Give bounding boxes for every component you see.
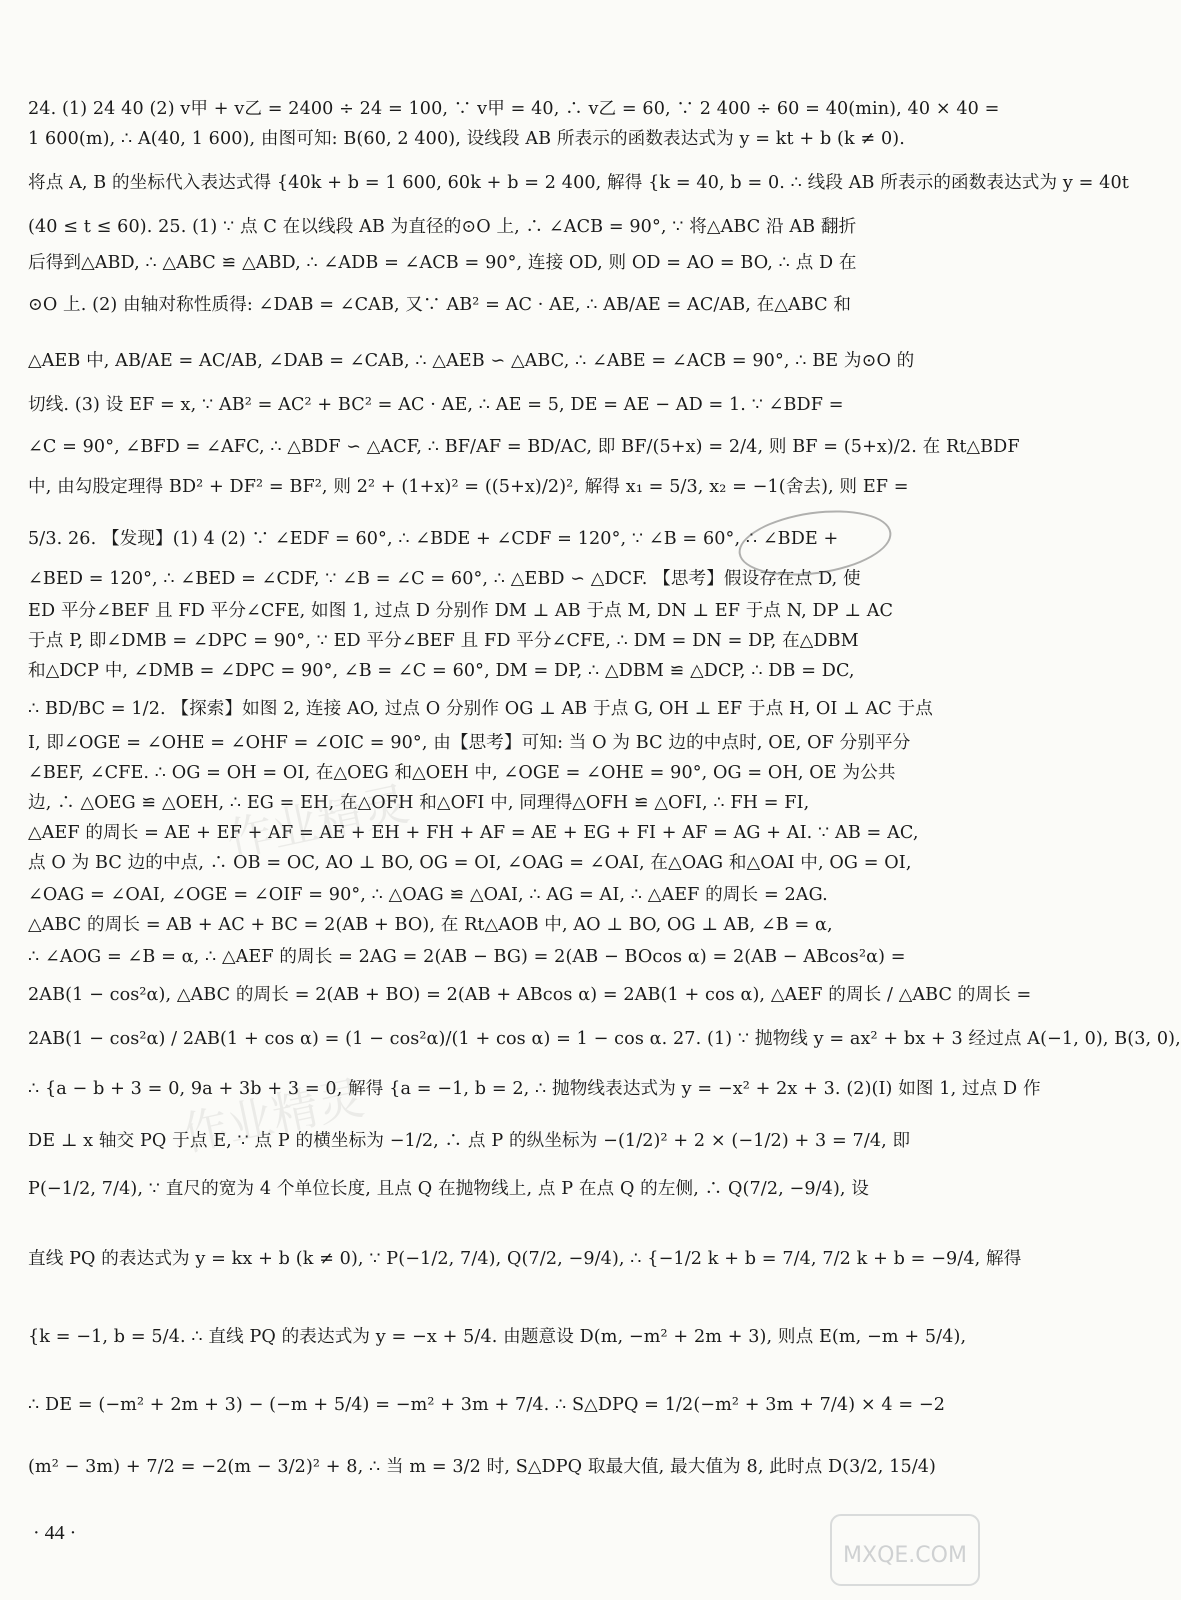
- text-line: ∠BEF, ∠CFE. ∴ OG = OH = OI, 在△OEG 和△OEH 中, ∠OGE = ∠OHE = 90°, OG = OH, OE 为公共: [28, 763, 896, 783]
- text-line: ∠OAG = ∠OAI, ∠OGE = ∠OIF = 90°, ∴ △OAG ≌ △OAI, ∴ AG = AI, ∴ △AEF 的周长 = 2AG.: [28, 885, 828, 905]
- text-line: ∴ ∠AOG = ∠B = α, ∴ △AEF 的周长 = 2AG = 2(AB − BG) = 2(AB − BOcos α) = 2(AB − ABcos²α) =: [28, 947, 906, 967]
- text-line: 直线 PQ 的表达式为 y = kx + b (k ≠ 0), ∵ P(−1/2, 7/4), Q(7/2, −9/4), ∴ {−1/2 k + b = 7/4, 7/2 k + b = −9/4, 解得: [28, 1249, 1022, 1269]
- text-line: (40 ≤ t ≤ 60). 25. (1) ∵ 点 C 在以线段 AB 为直径的⊙O 上, ∴ ∠ACB = 90°, ∵ 将△ABC 沿 AB 翻折: [28, 217, 857, 237]
- text-line: 2AB(1 − cos²α), △ABC 的周长 = 2(AB + BO) = 2(AB + ABcos α) = 2AB(1 + cos α), △AEF 的周长 / △ABC 的周长 =: [28, 985, 1032, 1005]
- text-line: 1 600(m), ∴ A(40, 1 600), 由图可知: B(60, 2 400), 设线段 AB 所表示的函数表达式为 y = kt + b (k ≠ 0).: [28, 129, 905, 149]
- text-line: 点 O 为 BC 边的中点, ∴ OB = OC, AO ⊥ BO, OG = OI, ∠OAG = ∠OAI, 在△OAG 和△OAI 中, OG = OI,: [28, 853, 912, 873]
- text-line: ∴ DE = (−m² + 2m + 3) − (−m + 5/4) = −m² + 3m + 7/4. ∴ S△DPQ = 1/2(−m² + 3m + 7/4) × 4 = −2: [28, 1395, 946, 1415]
- text-line: ∠BED = 120°, ∴ ∠BED = ∠CDF, ∵ ∠B = ∠C = 60°, ∴ △EBD ∽ △DCF. 【思考】假设存在点 D, 使: [28, 569, 861, 589]
- text-line: 中, 由勾股定理得 BD² + DF² = BF², 则 2² + (1+x)² = ((5+x)/2)², 解得 x₁ = 5/3, x₂ = −1(舍去), 则 EF =: [28, 477, 909, 497]
- text-line: △AEF 的周长 = AE + EF + AF = AE + EH + FH + AF = AE + EG + FI + AF = AG + AI. ∵ AB = AC,: [28, 823, 919, 843]
- text-line: △ABC 的周长 = AB + AC + BC = 2(AB + BO), 在 Rt△AOB 中, AO ⊥ BO, OG ⊥ AB, ∠B = α,: [28, 915, 833, 935]
- text-line: {k = −1, b = 5/4. ∴ 直线 PQ 的表达式为 y = −x + 5/4. 由题意设 D(m, −m² + 2m + 3), 则点 E(m, −m + 5/4),: [28, 1327, 967, 1347]
- text-line: ⊙O 上. (2) 由轴对称性质得: ∠DAB = ∠CAB, 又∵ AB² = AC · AE, ∴ AB/AE = AC/AB, 在△ABC 和: [28, 295, 852, 315]
- text-line: DE ⊥ x 轴交 PQ 于点 E, ∵ 点 P 的横坐标为 −1/2, ∴ 点 P 的纵坐标为 −(1/2)² + 2 × (−1/2) + 3 = 7/4, 即: [28, 1131, 911, 1151]
- text-line: 2AB(1 − cos²α) / 2AB(1 + cos α) = (1 − cos²α)/(1 + cos α) = 1 − cos α. 27. (1) ∵ 抛物线 y = ax² + bx + 3 经过点 A(−1, 0), B(3, 0),: [28, 1029, 1181, 1049]
- corner-watermark-logo: [830, 1514, 980, 1586]
- text-line: 切线. (3) 设 EF = x, ∵ AB² = AC² + BC² = AC · AE, ∴ AE = 5, DE = AE − AD = 1. ∵ ∠BDF =: [28, 395, 844, 415]
- text-line: △AEB 中, AB/AE = AC/AB, ∠DAB = ∠CAB, ∴ △AEB ∽ △ABC, ∴ ∠ABE = ∠ACB = 90°, ∴ BE 为⊙O 的: [28, 351, 915, 371]
- watermark: 作业精灵: [177, 1070, 369, 1162]
- text-line: ∠C = 90°, ∠BFD = ∠AFC, ∴ △BDF ∽ △ACF, ∴ BF/AF = BD/AC, 即 BF/(5+x) = 2/4, 则 BF = (5+x)/2. 在 Rt△BDF: [28, 437, 1020, 457]
- text-line: (m² − 3m) + 7/2 = −2(m − 3/2)² + 8, ∴ 当 m = 3/2 时, S△DPQ 取最大值, 最大值为 8, 此时点 D(3/2, 15/4): [28, 1457, 937, 1477]
- text-line: ∴ BD/BC = 1/2. 【探索】如图 2, 连接 AO, 过点 O 分别作 OG ⊥ AB 于点 G, OH ⊥ EF 于点 H, OI ⊥ AC 于点: [28, 699, 933, 719]
- text-line: I, 即∠OGE = ∠OHE = ∠OHF = ∠OIC = 90°, 由【思考】可知: 当 O 为 BC 边的中点时, OE, OF 分别平分: [28, 733, 911, 753]
- watermark: 作业精灵: [222, 776, 414, 868]
- text-line: 5/3. 26. 【发现】(1) 4 (2) ∵ ∠EDF = 60°, ∴ ∠BDE + ∠CDF = 120°, ∵ ∠B = 60°, ∴ ∠BDE +: [28, 529, 839, 549]
- text-line: 将点 A, B 的坐标代入表达式得 {40k + b = 1 600, 60k + b = 2 400, 解得 {k = 40, b = 0. ∴ 线段 AB 所表示的函数表达式为 y = 40t: [28, 173, 1129, 193]
- text-line: 后得到△ABD, ∴ △ABC ≌ △ABD, ∴ ∠ADB = ∠ACB = 90°, 连接 OD, 则 OD = AO = BO, ∴ 点 D 在: [28, 253, 857, 273]
- text-line: 24. (1) 24 40 (2) v甲 + v乙 = 2400 ÷ 24 = 100, ∵ v甲 = 40, ∴ v乙 = 60, ∵ 2 400 ÷ 60 = 40(min), 40 × 40 =: [28, 99, 1000, 119]
- page-number: · 44 ·: [33, 1522, 77, 1544]
- text-line: P(−1/2, 7/4), ∵ 直尺的宽为 4 个单位长度, 且点 Q 在抛物线上, 点 P 在点 Q 的左侧, ∴ Q(7/2, −9/4), 设: [28, 1179, 870, 1199]
- text-line: 和△DCP 中, ∠DMB = ∠DPC = 90°, ∠B = ∠C = 60°, DM = DP, ∴ △DBM ≌ △DCP, ∴ DB = DC,: [28, 661, 855, 681]
- text-line: 于点 P, 即∠DMB = ∠DPC = 90°, ∵ ED 平分∠BEF 且 FD 平分∠CFE, ∴ DM = DN = DP, 在△DBM: [28, 631, 859, 651]
- corner-watermark-text: MXQE.COM: [843, 1543, 967, 1568]
- text-line: 边, ∴ △OEG ≌ △OEH, ∴ EG = EH, 在△OFH 和△OFI 中, 同理得△OFH ≌ △OFI, ∴ FH = FI,: [28, 793, 810, 813]
- text-line: ED 平分∠BEF 且 FD 平分∠CFE, 如图 1, 过点 D 分别作 DM ⊥ AB 于点 M, DN ⊥ EF 于点 N, DP ⊥ AC: [28, 601, 894, 621]
- text-line: ∴ {a − b + 3 = 0, 9a + 3b + 3 = 0, 解得 {a = −1, b = 2, ∴ 抛物线表达式为 y = −x² + 2x + 3. (2)(Ⅰ) 如图 1, 过点 D 作: [28, 1079, 1041, 1099]
